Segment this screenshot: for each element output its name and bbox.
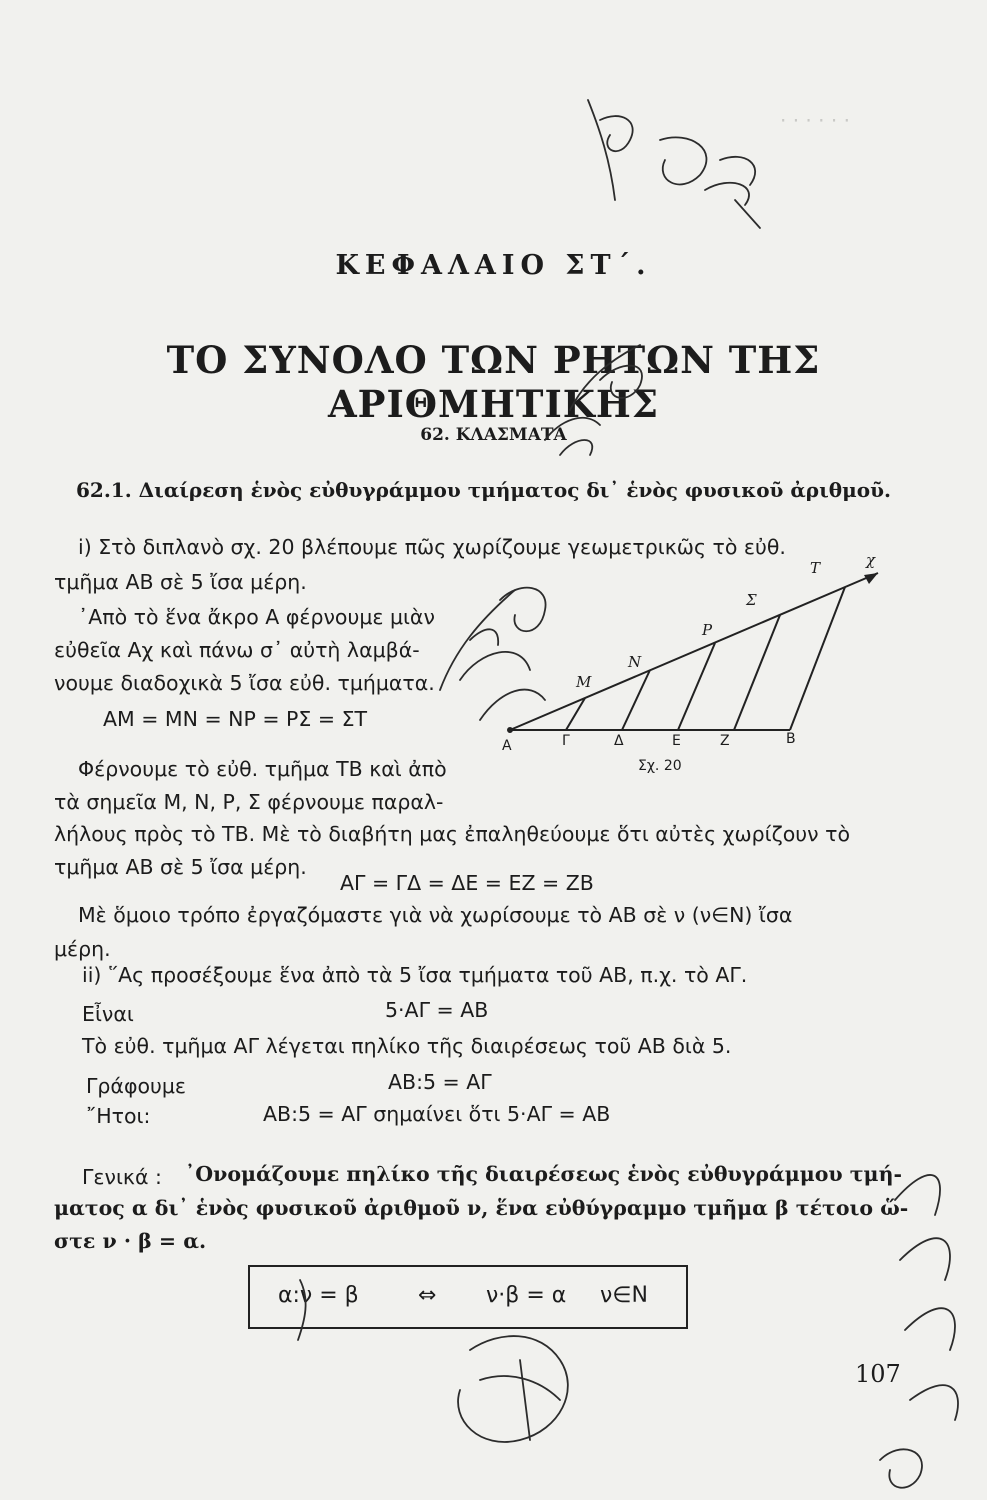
label-e: Ε	[672, 733, 681, 749]
definition-line: ᾿Ονομάζουμε πηλίκο τῆς διαιρέσεως ἑνὸς εὐθυγράμμου τμή-	[185, 1162, 902, 1186]
section-title: 62. ΚΛΑΣΜΑΤΑ	[420, 425, 567, 445]
equivalence-arrow: ⇔	[418, 1283, 437, 1308]
equation: 5·ΑΓ = ΑΒ	[385, 998, 489, 1022]
label-t: Τ	[810, 559, 821, 577]
paragraph-line: ᾿Απὸ τὸ ἕνα ἄκρο Α φέρνουμε μιὰν	[78, 605, 435, 629]
scribble-top-1	[588, 100, 633, 200]
label-grafoume: Γράφουμε	[86, 1074, 186, 1098]
definition-line: ματος α δι᾽ ἑνὸς φυσικοῦ ἀριθμοῦ ν, ἕνα εὐθύγραμμο τμῆμα β τέτοιο ὥ-	[54, 1196, 909, 1220]
label-g: Γ	[562, 733, 570, 749]
label-htoi: ῎Ητοι:	[86, 1104, 151, 1128]
formula-right: ν∈Ν	[600, 1283, 648, 1308]
paragraph-line: μέρη.	[54, 937, 111, 961]
label-a: Α	[502, 738, 512, 754]
equation: ΑΒ:5 = ΑΓ σημαίνει ὅτι 5·ΑΓ = ΑΒ	[263, 1102, 611, 1126]
chapter-heading: ΚΕΦΑΛΑΙΟ ΣΤ΄.	[335, 250, 652, 281]
scribble-corner	[880, 1449, 922, 1487]
subsection-title: 62.1. Διαίρεση ἑνὸς εὐθυγράμμου τμήματος δι᾽ ἑνὸς φυσικοῦ ἀριθμοῦ.	[76, 478, 891, 502]
paragraph-line: i) Στὸ διπλανὸ σχ. 20 βλέπουμε πῶς χωρίζουμε γεωμετρικῶς τὸ εὐθ.	[78, 535, 786, 559]
scribble-box	[298, 1280, 306, 1340]
paragraph-line: νουμε διαδοχικὰ 5 ἴσα εὐθ. τμήματα.	[54, 671, 435, 695]
scribble-bottom	[458, 1336, 568, 1442]
paragraph-line: ii) ῞Ας προσέξουμε ἕνα ἀπὸ τὰ 5 ἴσα τμήματα τοῦ ΑΒ, π.χ. τὸ ΑΓ.	[82, 963, 748, 987]
label-z: Ζ	[720, 733, 730, 749]
label-r: Ρ	[702, 621, 713, 639]
definition-line: στε ν · β = α.	[54, 1229, 207, 1253]
page-number: 107	[855, 1360, 901, 1388]
label-s: Σ	[746, 591, 757, 609]
scribble-mid-2	[545, 418, 600, 455]
label-b: Β	[786, 731, 796, 747]
equation: ΑΒ:5 = ΑΓ	[388, 1070, 492, 1094]
paragraph-line: λήλους πρὸς τὸ ΤΒ. Μὲ τὸ διαβήτη μας ἐπαληθεύουμε ὅτι αὐτὲς χωρίζουν τὸ	[54, 822, 851, 846]
formula-left: α:ν = β	[278, 1283, 359, 1308]
figure-caption: Σχ. 20	[638, 758, 682, 774]
paragraph-line: τμῆμα ΑΒ σὲ 5 ἴσα μέρη.	[54, 855, 307, 879]
equation: ΑΓ = ΓΔ = ΔΕ = ΕΖ = ΖΒ	[340, 871, 594, 895]
paragraph-line: τὰ σημεῖα Μ, Ν, Ρ, Σ φέρνουμε παραλ-	[54, 790, 444, 814]
bleed-through-text: · · · · · ·	[780, 108, 850, 132]
definition-intro: Γενικά :	[82, 1165, 162, 1189]
paragraph-line: Μὲ ὅμοιο τρόπο ἐργαζόμαστε γιὰ νὰ χωρίσουμε τὸ ΑΒ σὲ ν (ν∈Ν) ἴσα	[78, 903, 793, 927]
scribble-fig-1	[440, 590, 545, 720]
label-d: Δ	[614, 733, 624, 749]
scribble-right-margin	[895, 1175, 958, 1420]
paragraph-line: Τὸ εὐθ. τμῆμα ΑΓ λέγεται πηλίκο τῆς διαιρέσεως τοῦ ΑΒ διὰ 5.	[82, 1034, 732, 1058]
scribble-fig-2	[500, 588, 546, 632]
paragraph-line: εὐθεῖα Αχ καὶ πάνω σ᾽ αὐτὴ λαμβά-	[54, 638, 420, 662]
scribble-mid-1	[570, 345, 642, 410]
scribble-top-3	[705, 183, 760, 228]
label-n: Ν	[628, 653, 642, 671]
formula-middle: ν·β = α	[486, 1283, 567, 1308]
paragraph-line: Φέρνουμε τὸ εὐθ. τμῆμα ΤΒ καὶ ἀπὸ	[78, 757, 447, 781]
label-einai: Εἶναι	[82, 1002, 134, 1026]
scribble-top-2	[660, 137, 755, 185]
chapter-title: ΤΟ ΣΥΝΟΛΟ ΤΩΝ ΡΗΤΩΝ ΤΗΣ ΑΡΙΘΜΗΤΙΚΗΣ	[166, 338, 821, 426]
equation: ΑΜ = ΜΝ = ΝΡ = ΡΣ = ΣΤ	[103, 707, 368, 731]
label-x: χ	[866, 551, 876, 569]
label-m: Μ	[576, 673, 592, 691]
paragraph-line: τμῆμα ΑΒ σὲ 5 ἴσα μέρη.	[54, 570, 307, 594]
